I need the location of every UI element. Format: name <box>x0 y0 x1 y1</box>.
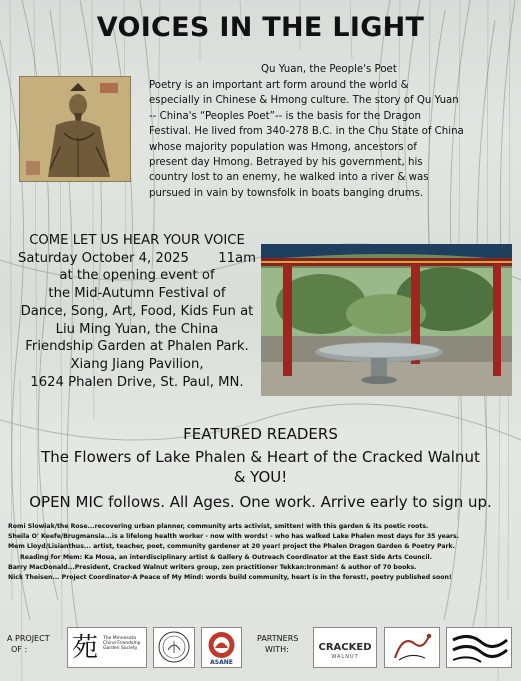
mcfgs-logo <box>67 627 147 668</box>
bio-line: Romi Slowiak/the Rose...recovering urban planner, community arts activist, smitten! with this garden & its poetic roots. <box>8 523 429 530</box>
intro-body <box>149 78 511 201</box>
intro-line: Poetry is an important art form around the world & <box>149 80 409 91</box>
event-line: Dance, Song, Art, Food, Kids Fun at <box>20 303 254 319</box>
event-details <box>6 232 268 391</box>
event-line: COME LET US HEAR YOUR VOICE <box>29 233 245 248</box>
river-logo <box>446 627 512 668</box>
qu-yuan-portrait <box>19 76 131 182</box>
partners-label <box>257 633 298 655</box>
mcfgs-glyph: 苑 <box>72 633 99 663</box>
featured-readers-heading: FEATURED READERS <box>183 425 338 443</box>
bio-line: Barry MacDonald...President, Cracked Walnut writers group, zen practitioner Tekkan:Ironman! & author of 70 books. <box>8 563 417 571</box>
event-line: Liu Ming Yuan, the China <box>55 321 219 337</box>
partners-line: PARTNERS <box>257 634 299 643</box>
intro-line: Festival. He lived from 340-278 B.C. in the Chu State of China <box>149 126 464 138</box>
walnut-label: WALNUT <box>331 654 359 660</box>
intro-line: especially in Chinese & Hmong culture. The story of Qu Yuan <box>149 95 459 107</box>
event-line: Xiang Jiang Pavilion, <box>70 356 204 372</box>
project-of-line: A PROJECT <box>7 634 50 643</box>
intro-line: -- China's “Peoples Poet”-- is the basis for the Dragon <box>149 110 421 122</box>
flyer-title: VOICES IN THE LIGHT <box>96 12 425 43</box>
cracked-walnut-logo <box>313 627 377 668</box>
intro-heading: Qu Yuan, the People's Poet <box>261 64 397 75</box>
seal-logo <box>153 627 195 668</box>
event-date-time: Saturday October 4, 2025 11am <box>18 250 256 266</box>
open-mic-line: OPEN MIC follows. All Ages. One work. Arrive early to sign up. <box>29 493 492 511</box>
project-of-label <box>7 633 50 655</box>
intro-line: present day Hmong. Betrayed by his government, his <box>149 157 423 169</box>
event-line: at the opening event of <box>59 268 215 284</box>
dragon-logo <box>384 627 440 668</box>
partners-line: WITH: <box>265 645 289 654</box>
intro-line: pursued in vain by townsfolk in boats banging drums. <box>149 187 424 199</box>
intro-line: whose majority population was Hmong, ancestors of <box>149 141 417 153</box>
bio-line: Mem Lloyd/Lisianthus... artist, teacher, poet, community gardener at 20 year! project the Phalen Dragon Garden & Poetry Park. <box>8 543 456 551</box>
asane-label: ASANE <box>210 659 233 666</box>
featured-readers-you: & YOU! <box>233 468 288 486</box>
event-line: the Mid-Autumn Festival of <box>48 286 226 302</box>
event-address: 1624 Phalen Drive, St. Paul, MN. <box>30 374 244 390</box>
pavilion-photo <box>261 244 512 396</box>
project-of-line: OF : <box>11 645 28 654</box>
bio-line: Nick Theisen... Project Coordinator-A Peace of My Mind: words build community, heart is in the forest!, poetry published soon! <box>8 574 452 582</box>
bio-line: Reading for Mem: Ka Moua, an interdisciplinary artist & Gallery & Outreach Coordinator at the East Side Arts Council. <box>20 553 432 561</box>
intro-line: country lost to an enemy, he walked into a river & was <box>149 172 429 184</box>
featured-readers <box>0 447 521 487</box>
bio-line: Sheila O' Keefe/Brugmansia...is a lifelong health worker - now with words! - who has walked Lake Phalen most days for 35 years. <box>8 533 460 541</box>
reader-bios <box>8 522 518 583</box>
featured-readers-line: The Flowers of Lake Phalen & Heart of the Cracked Walnut <box>41 448 480 466</box>
cracked-label: CRACKED <box>318 642 372 653</box>
event-line: Friendship Garden at Phalen Park. <box>25 339 249 355</box>
mcfgs-name: The Minnesota China Friendship Garden Society <box>103 636 141 652</box>
asane-logo <box>201 627 242 668</box>
